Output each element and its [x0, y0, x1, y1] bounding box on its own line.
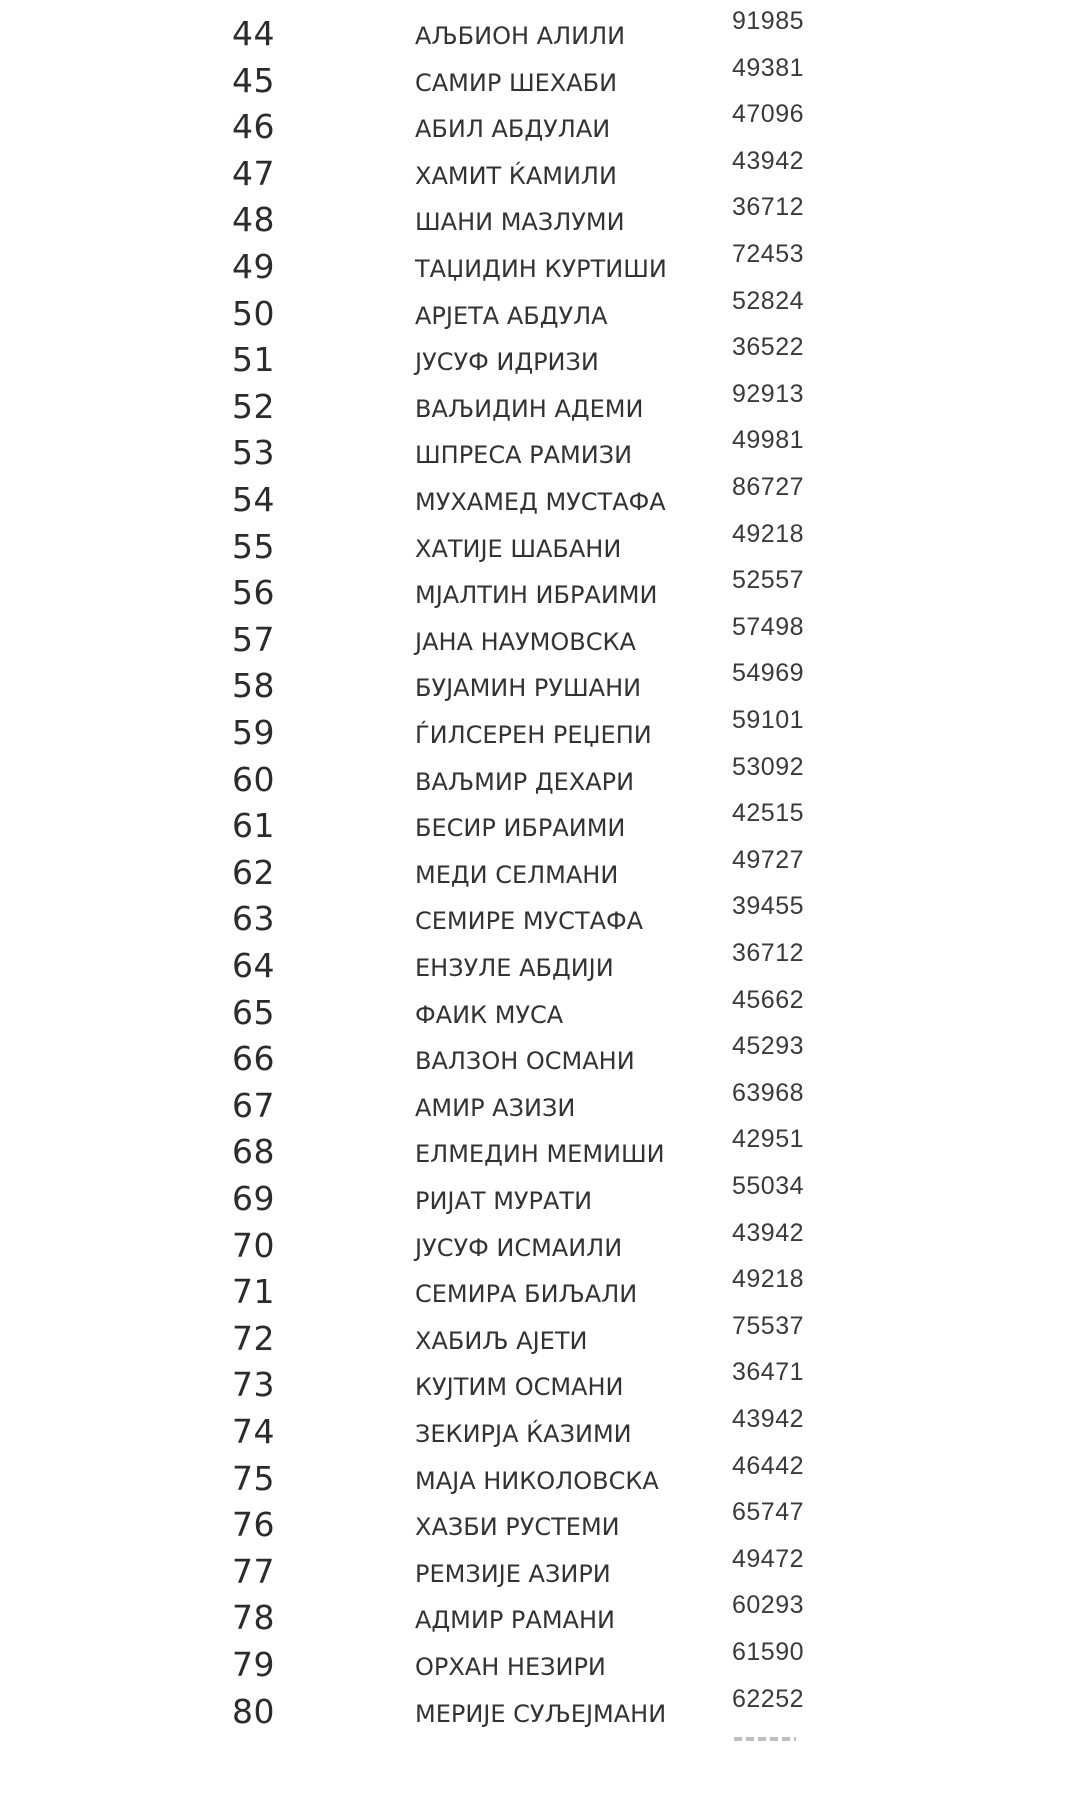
list-item [44, 330, 1036, 380]
person-name: СЕМИРЕ МУСТАФА [415, 907, 644, 936]
row-number: 77 [232, 1551, 275, 1591]
person-name: ХАЗБИ РУСТЕМИ [415, 1513, 620, 1542]
row-value: 46442 [732, 1451, 805, 1480]
person-name: САМИР ШЕХАБИ [415, 68, 618, 97]
row-value: 42515 [732, 799, 805, 828]
list-item [44, 237, 1036, 286]
row-value: 65747 [732, 1498, 805, 1527]
person-name: ЃИЛСЕРЕН РЕЏЕПИ [415, 721, 652, 749]
person-name: АМИР АЗИЗИ [415, 1093, 576, 1122]
row-value: 59101 [732, 706, 805, 734]
row-number: 79 [232, 1645, 275, 1684]
row-value: 42951 [732, 1125, 805, 1154]
list-item [44, 1076, 1036, 1125]
row-value: 55034 [732, 1172, 805, 1200]
row-number: 54 [232, 480, 275, 519]
person-name: РЕМЗИЈЕ АЗИРИ [415, 1559, 611, 1588]
person-name: ФАИК МУСА [415, 1000, 564, 1029]
person-name: ЈУСУФ ИДРИЗИ [415, 348, 599, 377]
row-number: 44 [232, 14, 275, 53]
person-name: ЈУСУФ ИСМАИЛИ [415, 1233, 623, 1262]
row-number: 48 [232, 200, 275, 240]
cut-off-next-value [734, 1737, 796, 1741]
list-item [44, 144, 1036, 193]
person-name: ХАТИЈЕ ШАБАНИ [415, 534, 622, 563]
list-item [44, 563, 1036, 613]
row-number: 64 [232, 946, 275, 985]
row-number: 67 [232, 1085, 275, 1125]
person-name: АДМИР РАМАНИ [415, 1606, 615, 1635]
person-name: ЗЕКИРЈА ЌАЗИМИ [415, 1420, 632, 1448]
list-item [44, 1309, 1036, 1358]
row-value: 49727 [732, 845, 805, 874]
row-value: 49218 [732, 1265, 805, 1294]
person-name: ЕНЗУЛЕ АБДИЈИ [415, 954, 614, 982]
row-value: 45662 [732, 985, 805, 1014]
row-value: 72453 [732, 240, 805, 268]
list-item [44, 517, 1036, 566]
row-value: 52824 [732, 286, 805, 315]
row-value: 43942 [732, 146, 805, 175]
person-name: ТАЏИДИН КУРТИШИ [415, 255, 667, 283]
person-name: ЕЛМЕДИН МЕМИШИ [415, 1140, 665, 1169]
row-number: 50 [232, 293, 275, 333]
person-name: ХАБИЉ АЈЕТИ [415, 1326, 588, 1355]
person-name: АРЈЕТА АБДУЛА [415, 301, 608, 330]
row-value: 43942 [732, 1218, 805, 1247]
row-number: 65 [232, 992, 275, 1032]
row-value: 53092 [732, 752, 805, 781]
list-item [44, 284, 1036, 333]
row-number: 74 [232, 1412, 275, 1451]
person-name: МЈАЛТИН ИБРАИМИ [415, 581, 658, 610]
person-name: РИЈАТ МУРАТИ [415, 1187, 593, 1215]
row-number: 63 [232, 899, 275, 939]
row-value: 49472 [732, 1544, 805, 1573]
row-value: 49381 [732, 53, 805, 82]
row-number: 49 [232, 247, 275, 286]
list-item [44, 1588, 1036, 1638]
row-value: 62252 [732, 1684, 805, 1713]
person-name: ШАНИ МАЗЛУМИ [415, 208, 625, 237]
row-value: 49218 [732, 519, 805, 548]
row-number: 80 [232, 1691, 275, 1731]
row-number: 47 [232, 153, 275, 193]
row-value: 47096 [732, 100, 805, 129]
person-name: МЕДИ СЕЛМАНИ [415, 860, 619, 889]
row-value: 57498 [732, 612, 805, 641]
row-number: 75 [232, 1458, 275, 1498]
document-page [44, 0, 1036, 1742]
person-name: ВАЉИДИН АДЕМИ [415, 394, 644, 423]
row-number: 45 [232, 60, 275, 100]
list-item [44, 377, 1036, 426]
row-number: 72 [232, 1318, 275, 1358]
row-number: 59 [232, 713, 275, 752]
list-item [44, 936, 1036, 985]
row-number: 71 [232, 1272, 275, 1312]
row-number: 76 [232, 1505, 275, 1545]
row-value: 49981 [732, 426, 805, 455]
row-value: 39455 [732, 892, 805, 921]
row-number: 53 [232, 433, 275, 473]
row-value: 36471 [732, 1358, 805, 1387]
row-number: 55 [232, 526, 275, 566]
list-item [44, 796, 1036, 846]
person-name: БУЈАМИН РУШАНИ [415, 674, 642, 703]
row-value: 75537 [732, 1311, 805, 1340]
person-name: ОРХАН НЕЗИРИ [415, 1653, 606, 1681]
person-name: ВАЉМИР ДЕХАРИ [415, 767, 635, 796]
list-item [44, 190, 1036, 240]
row-value: 45293 [732, 1032, 805, 1061]
row-number: 52 [232, 386, 275, 426]
person-name: БЕСИР ИБРАИМИ [415, 814, 626, 843]
list-item [44, 51, 1036, 100]
list-item [44, 4, 1036, 53]
row-value: 52557 [732, 566, 805, 595]
row-number: 69 [232, 1179, 275, 1218]
row-number: 73 [232, 1365, 275, 1405]
list-item [44, 1355, 1036, 1405]
person-name: ШПРЕСА РАМИЗИ [415, 441, 633, 470]
list-item [44, 983, 1036, 1032]
row-value: 92913 [732, 379, 805, 408]
list-item [44, 1542, 1036, 1591]
list-item [44, 1449, 1036, 1498]
row-number: 70 [232, 1225, 275, 1265]
person-name: МАЈА НИКОЛОВСКА [415, 1466, 659, 1495]
row-number: 56 [232, 573, 275, 613]
list-item [44, 1495, 1036, 1545]
person-name: МУХАМЕД МУСТАФА [415, 488, 666, 516]
row-number: 61 [232, 806, 275, 846]
row-value: 86727 [732, 473, 805, 501]
list-item [44, 610, 1036, 659]
row-number: 78 [232, 1598, 275, 1638]
list-item [44, 1122, 1036, 1172]
list-item [44, 423, 1036, 473]
list-item [44, 656, 1036, 706]
person-name: КУЈТИМ ОСМАНИ [415, 1373, 624, 1402]
row-value: 60293 [732, 1591, 805, 1620]
row-value: 54969 [732, 659, 805, 688]
row-number: 57 [232, 619, 275, 659]
row-value: 36712 [732, 193, 805, 222]
list-item [44, 470, 1036, 519]
list-item [44, 1029, 1036, 1079]
person-name: ХАМИТ ЌАМИЛИ [415, 161, 617, 190]
person-name: ЈАНА НАУМОВСКА [415, 627, 636, 656]
row-value: 43942 [732, 1405, 805, 1433]
list-item [44, 1216, 1036, 1265]
row-number: 62 [232, 852, 275, 892]
person-name: ВАЛЗОН ОСМАНИ [415, 1047, 635, 1076]
row-number: 60 [232, 759, 275, 799]
list-item [44, 703, 1036, 752]
person-name: АЉБИОН АЛИЛИ [415, 22, 626, 50]
row-value: 63968 [732, 1078, 805, 1107]
row-value: 61590 [732, 1638, 805, 1666]
list-item [44, 750, 1036, 799]
person-name: АБИЛ АБДУЛАИ [415, 115, 611, 144]
list-item [44, 1635, 1036, 1684]
list-item [44, 843, 1036, 892]
list-item [44, 1402, 1036, 1451]
row-value: 36712 [732, 939, 805, 967]
list-item [44, 1682, 1036, 1731]
row-value: 36522 [732, 333, 805, 362]
person-name: МЕРИЈЕ СУЉЕЈМАНИ [415, 1699, 667, 1728]
list-item [44, 97, 1036, 147]
row-number: 68 [232, 1132, 275, 1172]
row-number: 58 [232, 666, 275, 706]
person-name: СЕМИРА БИЉАЛИ [415, 1280, 638, 1309]
row-number: 66 [232, 1039, 275, 1079]
list-item [44, 889, 1036, 939]
list-item [44, 1169, 1036, 1218]
row-number: 51 [232, 340, 275, 380]
list-item [44, 1262, 1036, 1312]
row-value: 91985 [732, 7, 805, 35]
row-number: 46 [232, 107, 275, 147]
